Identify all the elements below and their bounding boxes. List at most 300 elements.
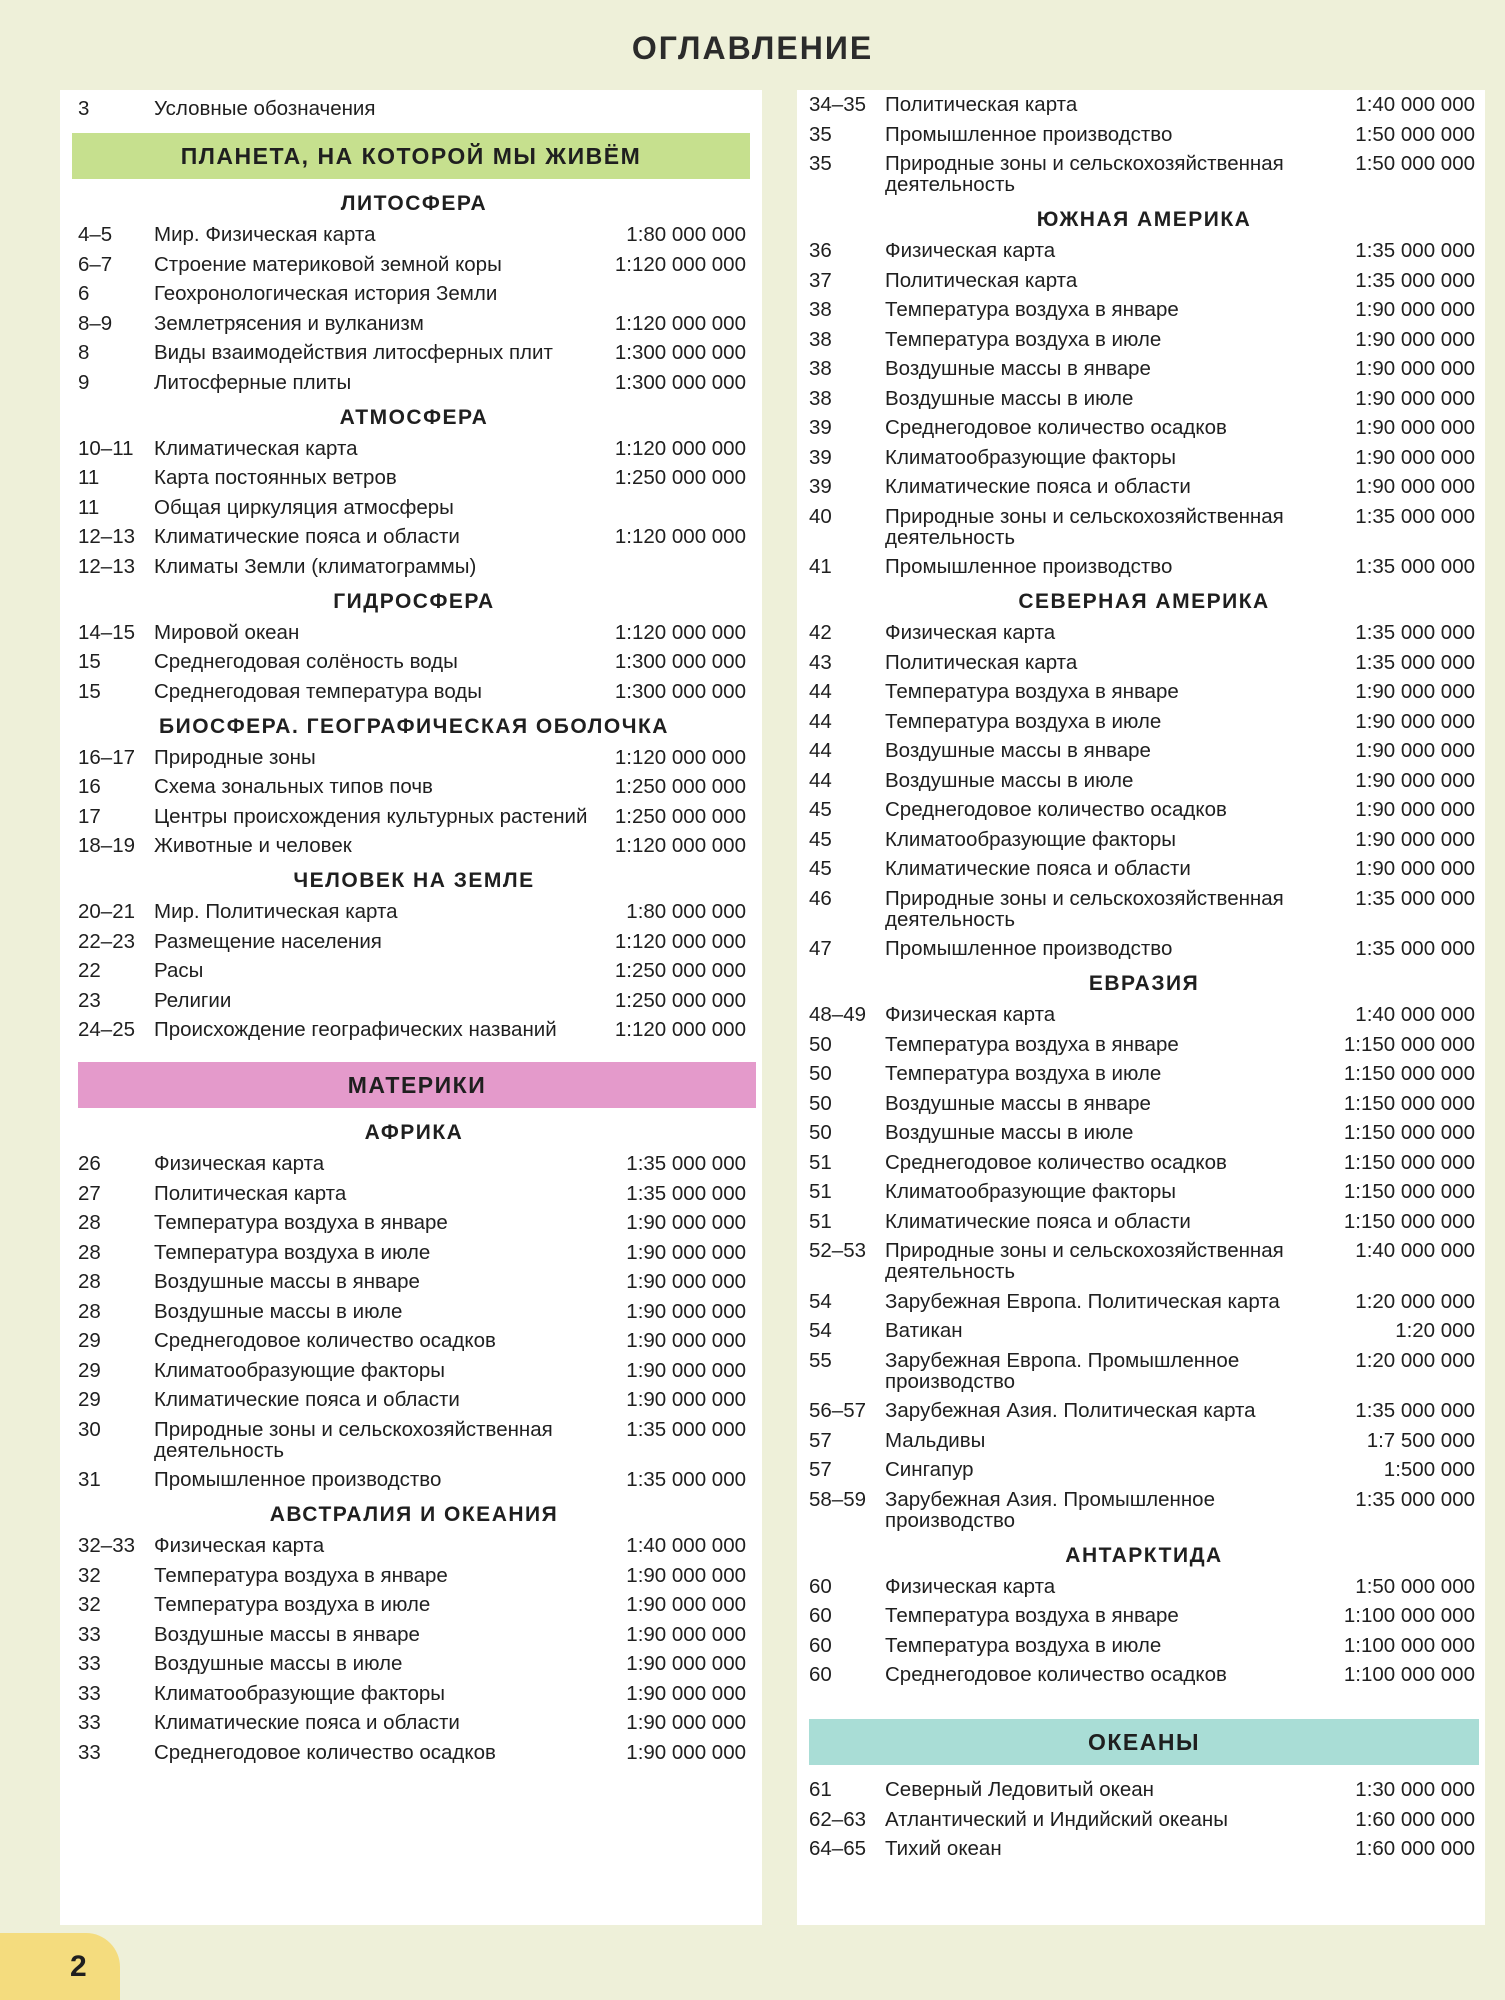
toc-row[interactable] (78, 467, 750, 488)
toc-page: 34–35 (809, 93, 867, 116)
toc-scale: 1:90 000 000 (1355, 768, 1475, 792)
toc-scale: 1:90 000 000 (1355, 298, 1475, 321)
toc-scale: 1:120 000 000 (614, 745, 746, 769)
toc-row[interactable] (809, 888, 1479, 930)
toc-scale: 1:90 000 000 (626, 1240, 746, 1264)
section-title: ЛИТОСФЕРА (340, 192, 488, 215)
toc-row[interactable] (78, 313, 750, 334)
toc-row[interactable] (78, 651, 750, 672)
toc-row[interactable] (78, 1153, 750, 1174)
toc-row[interactable] (78, 1565, 750, 1586)
toc-page: 35 (809, 122, 832, 146)
toc-row[interactable] (809, 938, 1479, 959)
toc-scale: 1:120 000 000 (614, 834, 746, 857)
toc-scale: 1:150 000 000 (1343, 1091, 1475, 1115)
toc-row[interactable] (809, 1430, 1479, 1451)
toc-scale: 1:90 000 000 (626, 1622, 746, 1646)
toc-scale: 1:80 000 000 (626, 900, 746, 923)
toc-title: Литосферные плиты (154, 370, 352, 394)
band-continents: МАТЕРИКИ (78, 1062, 756, 1108)
toc-row[interactable] (809, 447, 1479, 468)
toc-row[interactable] (78, 1301, 750, 1322)
toc-row[interactable] (809, 94, 1479, 115)
toc-scale: 1:90 000 000 (1355, 386, 1475, 410)
toc-page: 36 (809, 239, 832, 262)
toc-title: Климатические пояса и области (885, 1209, 1191, 1233)
toc-page: 17 (78, 804, 101, 828)
toc-section-oceans (809, 1779, 1479, 1859)
toc-title: Мировой океан (154, 620, 300, 644)
toc-page: 29 (78, 1358, 101, 1382)
toc-scale: 1:100 000 000 (1343, 1604, 1475, 1627)
toc-page: 24–25 (78, 1018, 136, 1041)
toc-row[interactable] (78, 98, 750, 119)
section-title: ГИДРОСФЕРА (333, 589, 495, 613)
toc-scale: 1:80 000 000 (626, 223, 746, 246)
toc-page: 50 (809, 1062, 832, 1085)
toc-title: Политическая карта (154, 1181, 347, 1205)
toc-title: Условные обозначения (154, 97, 376, 120)
section-title: АТМОСФЕРА (339, 405, 489, 429)
toc-scale: 1:90 000 000 (1355, 357, 1475, 380)
toc-scale: 1:100 000 000 (1343, 1633, 1475, 1657)
toc-column-left (60, 90, 762, 1925)
toc-page: 16 (78, 775, 101, 798)
toc-page: 6–7 (78, 252, 113, 276)
toc-row[interactable] (809, 1122, 1479, 1143)
toc-page: 33 (78, 1652, 101, 1675)
toc-row[interactable] (809, 829, 1479, 850)
toc-title: Политическая карта (885, 93, 1078, 116)
toc-row[interactable] (809, 770, 1479, 791)
toc-section-antarctica (809, 1576, 1479, 1686)
toc-row[interactable] (809, 1211, 1479, 1232)
toc-title: Природные зоны и сельскохозяйственная деятельность (885, 152, 1284, 196)
toc-scale: 1:300 000 000 (614, 341, 746, 364)
toc-page: 39 (809, 416, 832, 439)
toc-page: 32 (78, 1563, 101, 1587)
toc-scale: 1:90 000 000 (626, 1358, 746, 1382)
toc-page: 50 (809, 1032, 832, 1056)
toc-scale: 1:120 000 000 (614, 252, 746, 276)
section-title: АНТАРКТИДА (1065, 1543, 1223, 1567)
toc-page: 31 (78, 1468, 101, 1491)
toc-page: 44 (809, 768, 832, 792)
toc-title: Физическая карта (154, 1534, 325, 1557)
toc-row[interactable] (78, 1535, 750, 1556)
toc-title: Температура воздуха в январе (885, 298, 1179, 321)
toc-row[interactable] (809, 1605, 1479, 1626)
toc-scale: 1:90 000 000 (1355, 709, 1475, 733)
toc-scale: 1:120 000 000 (614, 311, 746, 335)
toc-page: 29 (78, 1388, 101, 1411)
toc-row[interactable] (78, 931, 750, 952)
toc-title: Среднегодовое количество осадков (885, 1663, 1227, 1686)
toc-scale: 1:120 000 000 (614, 1018, 746, 1041)
toc-row[interactable] (809, 1838, 1479, 1859)
toc-scale: 1:35 000 000 (626, 1468, 746, 1491)
toc-scale: 1:90 000 000 (626, 1593, 746, 1616)
toc-page: 32–33 (78, 1534, 136, 1557)
toc-page: 28 (78, 1211, 101, 1234)
toc-scale: 1:250 000 000 (614, 804, 746, 828)
toc-page: 10–11 (78, 436, 134, 460)
toc-row[interactable] (78, 1019, 750, 1040)
toc-scale: 1:35 000 000 (626, 1181, 746, 1205)
toc-row[interactable] (809, 556, 1479, 577)
toc-title: Среднегодовое количество осадков (885, 798, 1227, 821)
toc-page: 22–23 (78, 929, 136, 953)
toc-scale: 1:90 000 000 (1355, 445, 1475, 469)
toc-page: 4–5 (78, 223, 113, 246)
toc-row[interactable] (809, 1400, 1479, 1421)
toc-title: Среднегодовая солёность воды (154, 650, 458, 673)
toc-scale: 1:35 000 000 (1355, 650, 1475, 674)
toc-title: Температура воздуха в январе (154, 1563, 448, 1587)
toc-row[interactable] (809, 417, 1479, 438)
section-title: ЮЖНАЯ АМЕРИКА (1036, 208, 1252, 231)
toc-title: Температура воздуха в июле (154, 1593, 431, 1616)
toc-row[interactable] (78, 990, 750, 1011)
toc-section-north-america (809, 622, 1479, 959)
toc-title: Происхождение географических названий (154, 1018, 557, 1041)
toc-page: 38 (809, 327, 832, 351)
toc-scale: 1:250 000 000 (614, 988, 746, 1012)
toc-page: 38 (809, 357, 832, 380)
toc-title: Промышленное производство (154, 1468, 442, 1491)
toc-page: 28 (78, 1299, 101, 1323)
toc-row[interactable] (809, 711, 1479, 732)
toc-row[interactable] (809, 1063, 1479, 1084)
toc-row[interactable] (78, 1242, 750, 1263)
toc-row[interactable] (78, 1360, 750, 1381)
toc-row[interactable] (78, 497, 750, 518)
toc-row[interactable] (78, 372, 750, 393)
toc-page: 57 (809, 1458, 832, 1481)
toc-page: 54 (809, 1319, 832, 1342)
toc-row[interactable] (809, 299, 1479, 320)
toc-row[interactable] (809, 1459, 1479, 1480)
toc-scale: 1:90 000 000 (1355, 739, 1475, 762)
toc-scale: 1:50 000 000 (1355, 1574, 1475, 1598)
toc-row[interactable] (809, 1489, 1479, 1531)
toc-scale: 1:7 500 000 (1366, 1428, 1475, 1452)
toc-row[interactable] (809, 1320, 1479, 1341)
toc-page: 38 (809, 386, 832, 410)
toc-row[interactable] (809, 681, 1479, 702)
toc-page: 12–13 (78, 554, 136, 578)
toc-row[interactable] (78, 1389, 750, 1410)
toc-scale: 1:90 000 000 (626, 1329, 746, 1352)
toc-row[interactable] (78, 556, 750, 577)
toc-page: 60 (809, 1604, 832, 1627)
toc-title: Мир. Физическая карта (154, 223, 376, 246)
toc-scale: 1:90 000 000 (626, 1652, 746, 1675)
toc-row[interactable] (809, 858, 1479, 879)
toc-title: Религии (154, 988, 232, 1012)
toc-title: Природные зоны и сельскохозяйственная деятельность (885, 1239, 1284, 1283)
toc-page: 46 (809, 886, 832, 910)
toc-title: Климаты Земли (климатограммы) (154, 554, 477, 578)
toc-scale: 1:90 000 000 (626, 1563, 746, 1587)
toc-row[interactable] (78, 1212, 750, 1233)
toc-title: Среднегодовое количество осадков (885, 416, 1227, 439)
toc-scale: 1:90 000 000 (626, 1740, 746, 1764)
toc-row[interactable] (78, 747, 750, 768)
toc-row[interactable] (809, 1809, 1479, 1830)
toc-scale: 1:90 000 000 (626, 1299, 746, 1323)
toc-row[interactable] (809, 740, 1479, 761)
toc-title: Природные зоны и сельскохозяйственная деятельность (885, 504, 1284, 549)
toc-scale: 1:30 000 000 (1355, 1778, 1475, 1801)
toc-title: Строение материковой земной коры (154, 252, 502, 276)
toc-row[interactable] (78, 1419, 750, 1461)
toc-page: 48–49 (809, 1003, 867, 1026)
section-title: БИОСФЕРА. ГЕОГРАФИЧЕСКАЯ ОБОЛОЧКА (159, 714, 669, 738)
toc-row[interactable] (809, 240, 1479, 261)
toc-row[interactable] (809, 1093, 1479, 1114)
toc-title: Тихий океан (885, 1837, 1002, 1860)
toc-title: Воздушные массы в январе (885, 739, 1151, 762)
toc-row[interactable] (78, 960, 750, 981)
toc-title: Политическая карта (885, 650, 1078, 674)
toc-scale: 1:120 000 000 (614, 929, 746, 953)
toc-page: 55 (809, 1348, 832, 1372)
toc-page: 16–17 (78, 745, 136, 769)
toc-title: Климатообразующие факторы (885, 445, 1177, 469)
toc-row[interactable] (809, 124, 1479, 145)
toc-row[interactable] (78, 1653, 750, 1674)
toc-section-biosphere (78, 747, 750, 857)
toc-page: 15 (78, 679, 101, 703)
toc-title: Температура воздуха в январе (885, 1604, 1179, 1627)
toc-page: 28 (78, 1240, 101, 1264)
toc-title: Среднегодовое количество осадков (154, 1329, 496, 1352)
toc-row[interactable] (78, 1712, 750, 1733)
toc-row[interactable] (78, 526, 750, 547)
toc-scale: 1:90 000 000 (1355, 327, 1475, 351)
toc-page: 23 (78, 988, 101, 1012)
toc-scale: 1:300 000 000 (614, 370, 746, 394)
toc-page: 57 (809, 1428, 832, 1452)
toc-title: Схема зональных типов почв (154, 775, 433, 798)
toc-page: 50 (809, 1091, 832, 1115)
toc-page: 29 (78, 1329, 101, 1352)
toc-page: 52–53 (809, 1239, 867, 1262)
toc-page: 58–59 (809, 1487, 867, 1511)
toc-scale: 1:90 000 000 (626, 1270, 746, 1293)
toc-title: Зарубежная Европа. Политическая карта (885, 1289, 1280, 1313)
toc-row[interactable] (809, 153, 1479, 195)
toc-scale: 1:120 000 000 (614, 620, 746, 644)
toc-row[interactable] (809, 270, 1479, 291)
toc-row[interactable] (809, 1635, 1479, 1656)
toc-title: Среднегодовая температура воды (154, 679, 482, 703)
toc-page: 51 (809, 1150, 832, 1174)
toc-scale: 1:40 000 000 (626, 1534, 746, 1557)
toc-title: Землетрясения и вулканизм (154, 311, 424, 335)
toc-row[interactable] (78, 776, 750, 797)
toc-row[interactable] (78, 1330, 750, 1351)
toc-scale: 1:35 000 000 (1355, 886, 1475, 910)
toc-row[interactable] (78, 1183, 750, 1204)
toc-page: 32 (78, 1593, 101, 1616)
toc-section-africa (78, 1153, 750, 1490)
toc-title: Климатические пояса и области (154, 1711, 460, 1734)
toc-title: Климатообразующие факторы (885, 1180, 1177, 1203)
toc-section-south-america (809, 240, 1479, 577)
toc-page: 56–57 (809, 1399, 867, 1422)
toc-row[interactable] (78, 254, 750, 275)
toc-scale: 1:150 000 000 (1343, 1150, 1475, 1174)
toc-title: Воздушные массы в январе (885, 1091, 1151, 1115)
toc-scale: 1:40 000 000 (1355, 1003, 1475, 1026)
toc-row[interactable] (809, 1291, 1479, 1312)
toc-page: 20–21 (78, 900, 136, 923)
toc-page: 50 (809, 1121, 832, 1144)
toc-page: 45 (809, 798, 832, 821)
toc-scale: 1:35 000 000 (626, 1417, 746, 1441)
toc-title: Промышленное производство (885, 555, 1173, 578)
toc-row[interactable] (809, 622, 1479, 643)
toc-row[interactable] (809, 1004, 1479, 1025)
toc-scale: 1:250 000 000 (614, 959, 746, 982)
toc-row[interactable] (78, 1683, 750, 1704)
toc-row[interactable] (809, 476, 1479, 497)
toc-row[interactable] (78, 438, 750, 459)
toc-page: 14–15 (78, 620, 136, 644)
toc-row[interactable] (809, 1034, 1479, 1055)
toc-page: 15 (78, 650, 101, 673)
toc-scale: 1:100 000 000 (1343, 1663, 1475, 1686)
toc-title: Природные зоны и сельскохозяйственная деятельность (885, 886, 1284, 931)
toc-scale: 1:35 000 000 (1355, 1399, 1475, 1422)
toc-row[interactable] (809, 1576, 1479, 1597)
toc-scale: 1:35 000 000 (1355, 555, 1475, 578)
toc-title: Животные и человек (154, 834, 352, 857)
toc-page: 43 (809, 650, 832, 674)
band-planet: ПЛАНЕТА, НА КОТОРОЙ МЫ ЖИВЁМ (72, 133, 750, 179)
toc-scale: 1:150 000 000 (1343, 1121, 1475, 1144)
toc-row[interactable] (78, 1469, 750, 1490)
toc-page: 61 (809, 1778, 832, 1801)
toc-title: Северный Ледовитый океан (885, 1778, 1154, 1801)
toc-row[interactable] (78, 1624, 750, 1645)
toc-scale: 1:90 000 000 (1355, 416, 1475, 439)
toc-title: Климатические пояса и области (885, 475, 1191, 498)
toc-row[interactable] (78, 806, 750, 827)
toc-title: Природные зоны (154, 745, 316, 769)
toc-row[interactable] (78, 283, 750, 304)
toc-title: Промышленное производство (885, 937, 1173, 960)
toc-scale: 1:35 000 000 (1355, 239, 1475, 262)
toc-column-right (797, 90, 1485, 1925)
toc-row[interactable] (78, 342, 750, 363)
toc-scale: 1:500 000 (1383, 1458, 1475, 1481)
toc-row[interactable] (809, 506, 1479, 548)
toc-row[interactable] (809, 388, 1479, 409)
toc-title: Воздушные массы в январе (154, 1622, 420, 1646)
toc-row[interactable] (78, 681, 750, 702)
toc-title: Центры происхождения культурных растений (154, 804, 588, 828)
toc-row[interactable] (809, 358, 1479, 379)
toc-row[interactable] (809, 1350, 1479, 1392)
toc-page: 60 (809, 1574, 832, 1598)
toc-scale: 1:90 000 000 (626, 1388, 746, 1411)
toc-row[interactable] (78, 1742, 750, 1763)
toc-scale: 1:90 000 000 (1355, 680, 1475, 703)
toc-page: 8–9 (78, 311, 113, 335)
toc-scale: 1:60 000 000 (1355, 1807, 1475, 1831)
toc-title: Сингапур (885, 1458, 974, 1481)
toc-page: 60 (809, 1633, 832, 1657)
toc-row[interactable] (78, 835, 750, 856)
toc-scale: 1:35 000 000 (1355, 937, 1475, 960)
toc-row[interactable] (809, 1181, 1479, 1202)
toc-title: Зарубежная Азия. Промышленное производство (885, 1487, 1215, 1532)
toc-row[interactable] (809, 1779, 1479, 1800)
toc-page: 45 (809, 857, 832, 880)
toc-page: 64–65 (809, 1837, 867, 1860)
toc-row[interactable] (809, 799, 1479, 820)
toc-page: 22 (78, 959, 101, 982)
toc-row[interactable] (78, 901, 750, 922)
toc-page: 41 (809, 555, 832, 578)
toc-page: 9 (78, 370, 90, 394)
toc-row[interactable] (78, 622, 750, 643)
toc-scale: 1:90 000 000 (626, 1711, 746, 1734)
toc-title: Климатообразующие факторы (154, 1358, 446, 1382)
toc-row[interactable] (809, 1664, 1479, 1685)
toc-title: Физическая карта (154, 1152, 325, 1175)
toc-page: 45 (809, 827, 832, 851)
toc-page: 54 (809, 1289, 832, 1313)
toc-scale: 1:35 000 000 (626, 1152, 746, 1175)
toc-scale: 1:90 000 000 (626, 1681, 746, 1705)
toc-title: Среднегодовое количество осадков (154, 1740, 496, 1764)
toc-title: Физическая карта (885, 239, 1056, 262)
toc-page: 62–63 (809, 1807, 867, 1831)
toc-title: Зарубежная Европа. Промышленное производство (885, 1348, 1240, 1393)
toc-row[interactable] (809, 652, 1479, 673)
toc-page: 38 (809, 298, 832, 321)
toc-title: Климатические пояса и области (154, 525, 460, 548)
toc-scale: 1:40 000 000 (1355, 1239, 1475, 1262)
toc-scale: 1:250 000 000 (614, 775, 746, 798)
toc-title: Зарубежная Азия. Политическая карта (885, 1399, 1256, 1422)
band-oceans: ОКЕАНЫ (809, 1719, 1479, 1765)
toc-row[interactable] (78, 1594, 750, 1615)
toc-title: Среднегодовое количество осадков (885, 1150, 1227, 1174)
toc-row[interactable] (78, 224, 750, 245)
toc-section-hydrosphere (78, 622, 750, 702)
toc-section-atmosphere (78, 438, 750, 577)
toc-title: Температура воздуха в июле (154, 1240, 431, 1264)
toc-row[interactable] (809, 1152, 1479, 1173)
section-title: ЕВРАЗИЯ (1088, 972, 1200, 995)
section-title: ЧЕЛОВЕК НА ЗЕМЛЕ (293, 869, 535, 892)
toc-page: 44 (809, 680, 832, 703)
toc-title: Климатическая карта (154, 436, 358, 460)
toc-title: Общая циркуляция атмосферы (154, 495, 454, 519)
toc-row[interactable] (78, 1271, 750, 1292)
toc-row[interactable] (809, 1240, 1479, 1282)
toc-title: Воздушные массы в январе (154, 1270, 420, 1293)
toc-title: Геохронологическая история Земли (154, 282, 498, 305)
toc-page: 51 (809, 1209, 832, 1233)
toc-scale: 1:20 000 000 (1355, 1289, 1475, 1313)
toc-row[interactable] (809, 329, 1479, 350)
